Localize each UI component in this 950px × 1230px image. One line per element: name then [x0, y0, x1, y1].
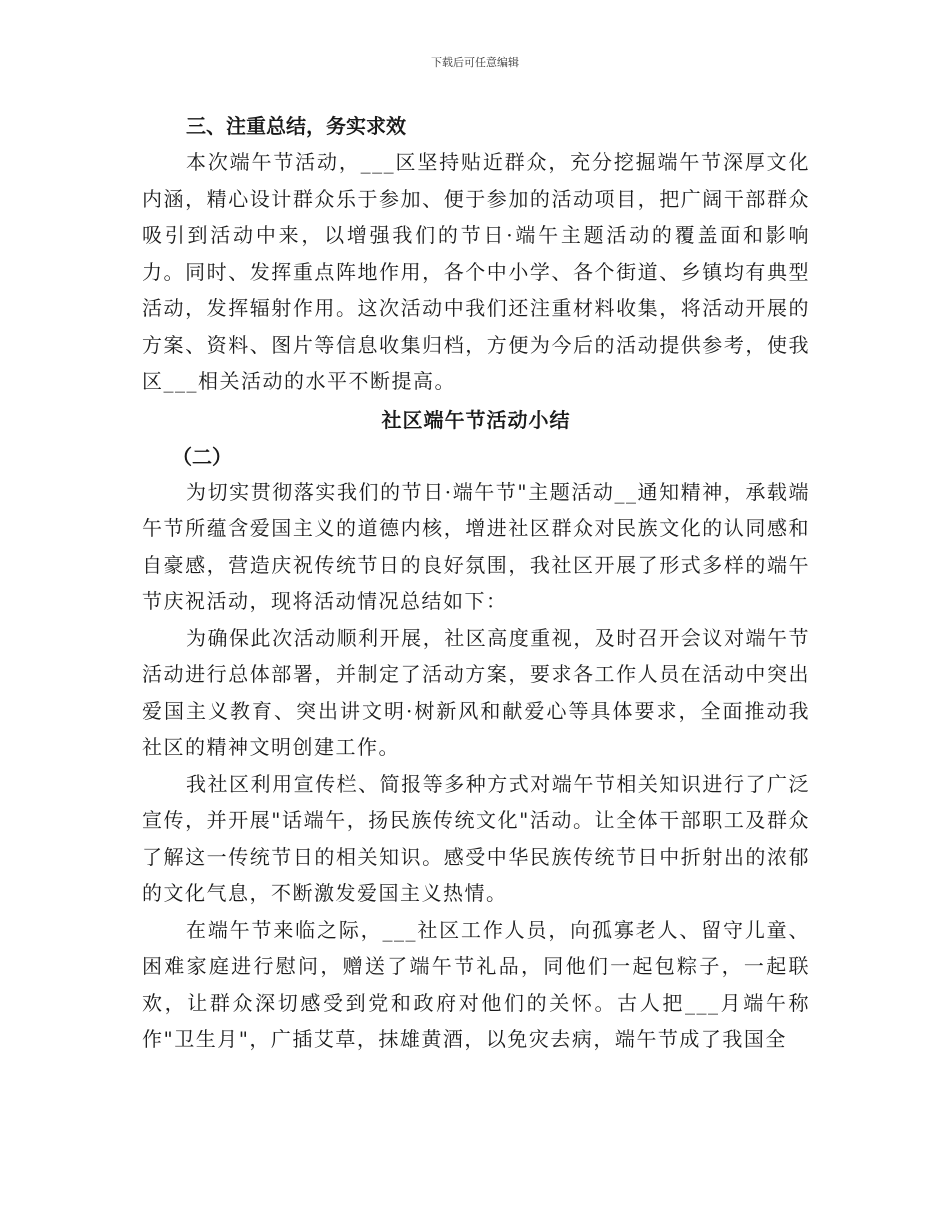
document-title: 社区端午节活动小结 [381, 407, 571, 432]
body-paragraph-2: 为确保此次活动顺利开展，社区高度重视，及时召开会议对端午节活动进行总体部署，并制定了活动方案，要求各工作人员在活动中突出爱国主义教育、突出讲文明·树新风和献爱心等具体要求，全面推动我社区的精神文明创建工作。 [142, 625, 810, 759]
page-header-note: 下载后可任意编辑 [431, 56, 519, 69]
section-heading: 三、注重总结，务实求效 [186, 114, 406, 138]
document-body [142, 108, 810, 1058]
body-paragraph-1: 为切实贯彻落实我们的节日·端午节"主题活动__通知精神，承载端午节所蕴含爱国主义的道德内核，增进社区群众对民族文化的认同感和自豪感，营造庆祝传统节日的良好氛围，我社区开展了形式多样的端午节庆祝活动，现将活动情况总结如下： [142, 479, 810, 613]
body-paragraph-4: 在端午节来临之际，___社区工作人员，向孤寡老人、留守儿童、困难家庭进行慰问，赠送了端午节礼品，同他们一起包粽子，一起联欢，让群众深切感受到党和政府对他们的关怀。古人把___月端午称作"卫生月"，广插艾草，抹雄黄酒，以免灾去病，端午节成了我国全 [142, 917, 810, 1051]
sub-heading: （二） [172, 444, 232, 469]
section-paragraph: 本次端午节活动，___区坚持贴近群众，充分挖掘端午节深厚文化内涵，精心设计群众乐于参加、便于参加的活动项目，把广阔干部群众吸引到活动中来，以增强我们的节日·端午主题活动的覆盖面和影响力。同时、发挥重点阵地作用，各个中小学、各个街道、乡镇均有典型活动，发挥辐射作用。这次活动中我们还注重材料收集，将活动开展的方案、资料、图片等信息收集归档，方便为今后的活动提供参考，使我区___相关活动的水平不断提高。 [142, 150, 810, 393]
body-paragraph-3: 我社区利用宣传栏、简报等多种方式对端午节相关知识进行了广泛宣传，并开展"话端午，扬民族传统文化"活动。让全体干部职工及群众了解这一传统节日的相关知识。感受中华民族传统节日中折射出的浓郁的文化气息，不断激发爱国主义热情。 [142, 771, 810, 905]
